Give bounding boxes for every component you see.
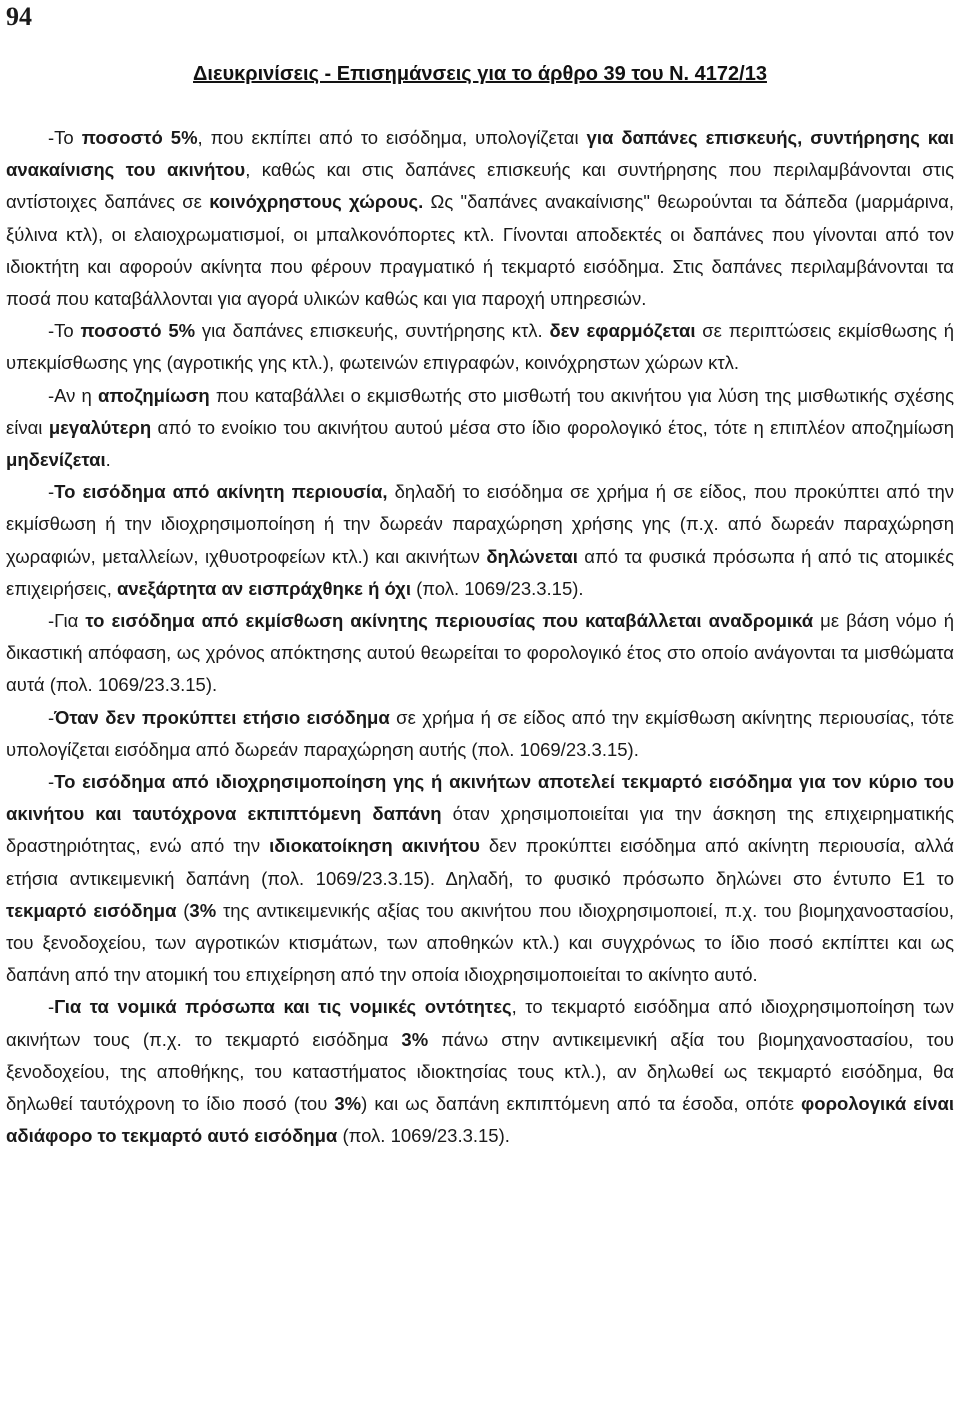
text-run: σε περιπτώσεις εκμίσθωσης ή υπεκμίσθωσης γης (αγροτικής γης κτλ.), φωτεινών επιγραφών, κοινόχρηστων χώρων κτλ. bbox=[6, 320, 955, 374]
emphasis-text: ποσοστό 5% bbox=[81, 127, 198, 148]
paragraph bbox=[6, 476, 954, 605]
text-run: που καταβάλλει ο εκμισθωτής στο μισθωτή του ακινήτου για λύση της μισθωτικής σχέσης είναι bbox=[6, 384, 955, 438]
emphasis-text: Το εισόδημα από ακίνητη περιουσία, bbox=[54, 481, 388, 503]
paragraph bbox=[6, 605, 954, 702]
emphasis-text: αποζημίωση bbox=[97, 384, 210, 406]
emphasis-text: δεν εφαρμόζεται bbox=[549, 320, 696, 342]
emphasis-text: 3% bbox=[401, 1028, 429, 1050]
emphasis-text: 3% bbox=[334, 1093, 362, 1115]
emphasis-text: δηλώνεται bbox=[486, 545, 578, 567]
text-run: (πολ. 1069/23.3.15). bbox=[337, 1125, 510, 1147]
text-run: -Για bbox=[48, 610, 86, 632]
emphasis-text: μεγαλύτερη bbox=[48, 416, 152, 438]
text-run: σε χρήμα ή σε είδος από την εκμίσθωση ακίνητης περιουσίας, τότε υπολογίζεται εισόδημα από δωρεάν παραχώρηση αυτής (πολ. 1069/23.3.15). bbox=[6, 706, 954, 760]
emphasis-text: Όταν δεν προκύπτει ετήσιο εισόδημα bbox=[54, 706, 390, 728]
document-body bbox=[6, 122, 954, 1153]
text-run: , καθώς και στις δαπάνες επισκευής και συντήρησης που περιλαμβάνονται στις αντίστοιχες δαπάνες σε bbox=[6, 159, 955, 213]
text-run: - bbox=[48, 706, 55, 728]
emphasis-text: Για τα νομικά πρόσωπα και τις νομικές οντότητες bbox=[54, 996, 512, 1018]
emphasis-text: κοινόχρηστους χώρους. bbox=[209, 191, 424, 213]
text-run: - bbox=[48, 996, 55, 1018]
text-run: με βάση νόμο ή δικαστική απόφαση, ως χρόνος απόκτησης αυτού θεωρείται το φορολογικό έτος στο οποίο ανάγονται τα μισθώματα αυτά (πολ. 1069/23.3.15). bbox=[6, 610, 954, 696]
emphasis-text: ανεξάρτητα αν εισπράχθηκε ή όχι bbox=[116, 577, 411, 599]
emphasis-text: το εισόδημα από εκμίσθωση ακίνητης περιουσίας που καταβάλλεται αναδρομικά bbox=[85, 610, 814, 632]
text-run: Ως "δαπάνες ανακαίνισης" θεωρούνται τα δάπεδα (μαρμάρινα, ξύλινα κτλ), οι ελαιοχρωματισμοί, οι μπαλκονόπορτες κτλ. Γίνονται αποδεκτές οι δαπάνες που γίνονται από τον ιδιοκτήτη και αφορούν ακίνητα που φέρουν πραγματικό ή τεκμαρτό εισόδημα. Στις δαπάνες περιλαμβάνονται τα ποσά που καταβάλλονται για αγορά υλικών καθώς και για παροχή υπηρεσιών. bbox=[6, 191, 954, 310]
text-run: -Το bbox=[48, 320, 81, 342]
text-run: από τα φυσικά πρόσωπα ή από τις ατομικές επιχειρήσεις, bbox=[6, 545, 954, 599]
text-run: . bbox=[105, 449, 111, 471]
text-run: , το τεκμαρτό εισόδημα από ιδιοχρησιμοποίηση των ακινήτων τους (π.χ. το τεκμαρτό εισόδημα bbox=[6, 996, 954, 1050]
text-run: για δαπάνες επισκευής, συντήρησης κτλ. bbox=[195, 320, 550, 342]
emphasis-text: 3% bbox=[189, 899, 217, 921]
paragraph bbox=[6, 766, 954, 991]
text-run: - bbox=[48, 771, 55, 793]
text-run: - bbox=[48, 481, 55, 503]
text-run: όταν χρησιμοποιείται για την άσκηση της επιχειρηματικής δραστηριότητας, ενώ από την bbox=[6, 803, 954, 857]
paragraph bbox=[6, 380, 954, 477]
page-title: Διευκρινίσεις - Επισημάνσεις για το άρθρο 39 του Ν. 4172/13 bbox=[193, 63, 767, 85]
paragraph bbox=[6, 315, 954, 379]
text-run: πάνω στην αντικειμενική αξία του βιομηχανοστασίου, του ξενοδοχείου, της αποθήκης, του καταστήματος ιδιοκτησίας τους κτλ.), αν δηλωθεί ως τεκμαρτό εισόδημα, θα δηλωθεί ταυτόχρονη το ίδιο ποσό (του bbox=[6, 1028, 954, 1115]
text-run: από το ενοίκιο του ακινήτου αυτού μέσα στο ίδιο φορολογικό έτος, τότε η επιπλέον αποζημίωση bbox=[151, 416, 954, 438]
paragraph bbox=[6, 122, 954, 315]
text-run: ) και ως δαπάνη εκπιπτόμενη από τα έσοδα, οπότε bbox=[361, 1093, 802, 1115]
paragraph bbox=[6, 991, 954, 1152]
text-run: (πολ. 1069/23.3.15). bbox=[410, 577, 584, 599]
text-run: -Αν η bbox=[48, 384, 98, 406]
paragraph bbox=[6, 702, 954, 766]
emphasis-text: φορολογικά είναι αδιάφορο το τεκμαρτό αυτό εισόδημα bbox=[6, 1093, 954, 1147]
emphasis-text: ποσοστό 5% bbox=[80, 320, 196, 342]
emphasis-text: ιδιοκατοίκηση ακινήτου bbox=[269, 835, 480, 857]
emphasis-text: Το εισόδημα από ιδιοχρησιμοποίηση γης ή ακινήτων αποτελεί τεκμαρτό εισόδημα για τον κύριο του ακινήτου και ταυτόχρονα εκπιπτόμενη δαπάνη bbox=[6, 771, 954, 825]
text-run: δηλαδή το εισόδημα σε χρήμα ή σε είδος, που προκύπτει από την εκμίσθωση ή την ιδιοχρησιμοποίηση ή την δωρεάν παραχώρηση χρήσης γης (π.χ. από δωρεάν παραχώρηση χωραφιών, μεταλλείων, ιχθυοτροφείων κτλ.) και ακινήτων bbox=[6, 481, 954, 567]
text-run: δεν προκύπτει εισόδημα από ακίνητη περιουσία, αλλά ετήσια αντικειμενική δαπάνη (πολ. 1069/23.3.15). Δηλαδή, το φυσικό πρόσωπο δηλώνει στο έντυπο Ε1 το bbox=[6, 835, 954, 889]
text-run: , που εκπίπει από το εισόδημα, υπολογίζεται bbox=[197, 127, 587, 148]
emphasis-text: μηδενίζεται bbox=[6, 449, 106, 471]
page-number: 94 bbox=[6, 2, 32, 31]
text-run: -Το bbox=[48, 127, 82, 148]
emphasis-text: για δαπάνες επισκευής, συντήρησης και ανακαίνισης του ακινήτου bbox=[6, 127, 955, 181]
text-run: της αντικειμενικής αξίας του ακινήτου που ιδιοχρησιμοποιεί, π.χ. του βιομηχανοστασίου, του ξενοδοχείου, των αγροτικών κτισμάτων, των αποθηκών κτλ.) και συγχρόνως το ίδιο ποσό εκπίπτει και ως δαπάνη από την ατομική του επιχείρηση από την οποία ιδιοχρησιμοποιείται το ακίνητο αυτό. bbox=[6, 899, 954, 986]
text-run: ( bbox=[176, 899, 190, 921]
emphasis-text: τεκμαρτό εισόδημα bbox=[6, 899, 177, 921]
